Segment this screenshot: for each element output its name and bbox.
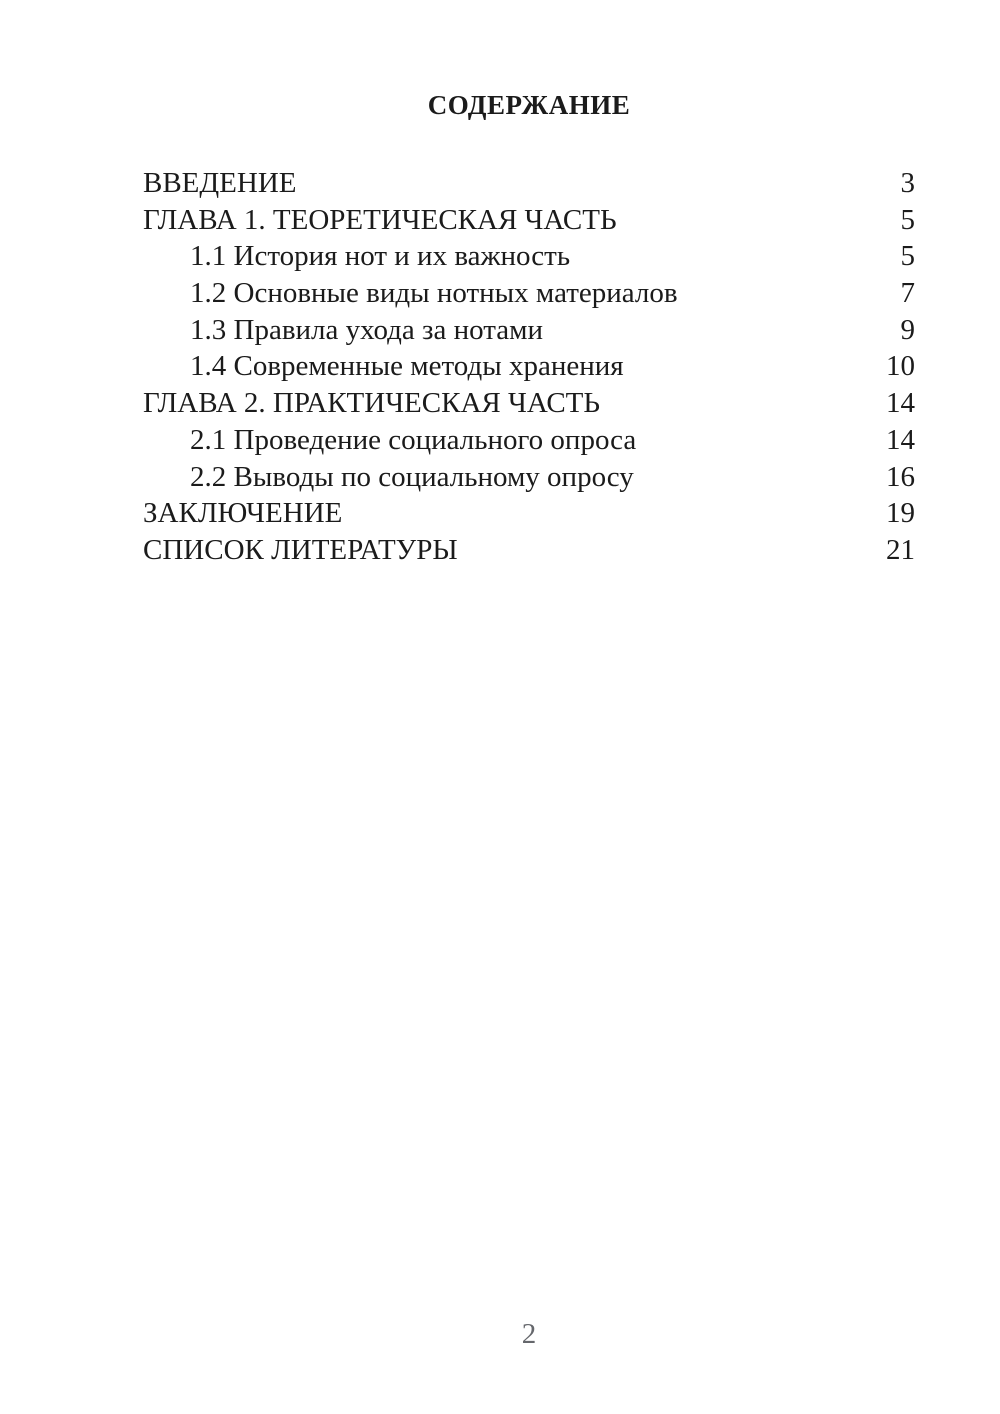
toc-entry-label: ВВЕДЕНИЕ (143, 167, 297, 199)
toc-entry-1-3 (143, 312, 915, 349)
toc-entry-1-1 (143, 238, 915, 275)
toc-entry-label: ЗАКЛЮЧЕНИЕ (143, 497, 343, 530)
toc-entry-page: 14 (886, 423, 915, 456)
toc-entry-2-1 (143, 422, 915, 459)
toc-entry-2-2 (143, 459, 915, 496)
toc-entry-label: ГЛАВА 2. ПРАКТИЧЕСКАЯ ЧАСТЬ (143, 387, 601, 420)
toc-entry-label: ГЛАВА 1. ТЕОРЕТИЧЕСКАЯ ЧАСТЬ (143, 203, 617, 236)
toc-entry-page: 14 (886, 387, 915, 420)
toc-entry-label: 1.3 Правила ухода за нотами (190, 313, 544, 346)
toc-entry-chapter-1 (143, 202, 915, 239)
toc-entry-chapter-2 (143, 385, 915, 422)
toc-entry-bibliography (143, 532, 915, 569)
footer-page-number: 2 (521, 1318, 537, 1350)
toc-entry-1-4 (143, 348, 915, 385)
toc-entry-page: 16 (886, 460, 915, 493)
toc-entry-label: СПИСОК ЛИТЕРАТУРЫ (143, 533, 458, 566)
toc-entry-page: 3 (900, 167, 915, 199)
toc-entry-page: 19 (886, 497, 915, 530)
toc-entry-page: 7 (900, 277, 915, 310)
page-title: СОДЕРЖАНИЕ (427, 90, 631, 120)
toc-entry-label: 2.2 Выводы по социальному опросу (190, 460, 634, 493)
toc-entry-page: 5 (900, 203, 915, 236)
toc-entry-1-2 (143, 275, 915, 312)
toc-entry-label: 1.1 История нот и их важность (190, 240, 571, 273)
toc-entry-conclusion (143, 495, 915, 532)
toc-entry-page: 5 (900, 240, 915, 273)
table-of-contents (143, 165, 915, 569)
toc-entry-label: 1.2 Основные виды нотных материалов (190, 277, 678, 310)
toc-entry-introduction (143, 165, 915, 202)
toc-entry-label: 2.1 Проведение социального опроса (190, 423, 637, 456)
toc-entry-page: 9 (900, 313, 915, 346)
toc-entry-page: 10 (886, 350, 915, 383)
toc-entry-page: 21 (886, 533, 915, 566)
toc-entry-label: 1.4 Современные методы хранения (190, 350, 624, 383)
